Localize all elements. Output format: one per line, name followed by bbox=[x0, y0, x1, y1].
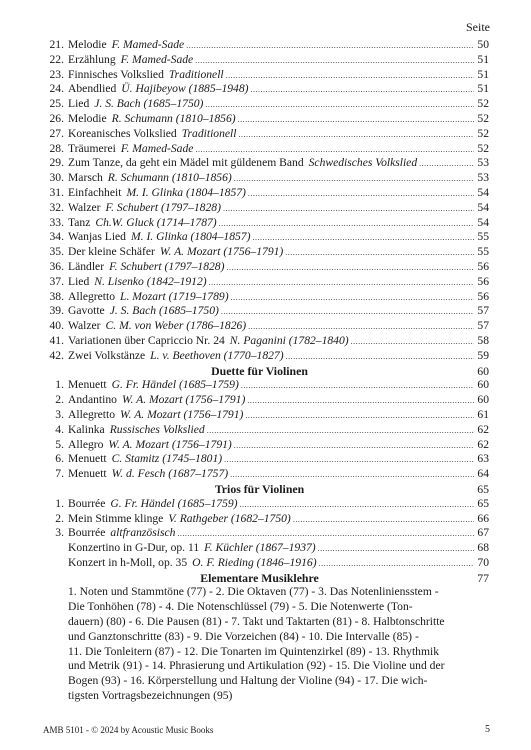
dot-leader bbox=[234, 438, 474, 454]
entry-number: 27. bbox=[49, 126, 64, 140]
dot-leader bbox=[318, 541, 474, 557]
toc-entry bbox=[44, 201, 489, 216]
entry-composer: W. d. Fesch (1687–1757) bbox=[111, 467, 229, 481]
dot-leader bbox=[293, 512, 474, 528]
entry-number: 39. bbox=[49, 304, 64, 318]
section-page: 65 bbox=[477, 481, 489, 496]
entry-page: 53 bbox=[477, 171, 489, 185]
toc-entry bbox=[44, 275, 489, 290]
toc-entry bbox=[44, 156, 489, 171]
table-of-contents bbox=[44, 38, 489, 704]
entry-number: 1. bbox=[55, 496, 64, 510]
musiklehre-contents bbox=[68, 585, 473, 703]
entry-composer: W. A. Mozart (1756–1791) bbox=[120, 407, 244, 421]
entry-number: 3. bbox=[55, 407, 64, 421]
entry-number: 1. bbox=[55, 378, 64, 392]
entry-page: 50 bbox=[477, 38, 489, 51]
entry-composer: N. Lisenko (1842–1912) bbox=[94, 274, 207, 288]
footer-page-number: 5 bbox=[485, 724, 490, 735]
entry-page: 70 bbox=[477, 555, 489, 569]
entry-composer: Traditionell bbox=[181, 126, 237, 140]
section-trios bbox=[44, 482, 489, 497]
entry-title: Melodie bbox=[68, 38, 107, 51]
entry-composer: W. A. Mozart (1756–1791) bbox=[121, 393, 246, 407]
toc-entry bbox=[44, 319, 489, 334]
entry-title: Einfachheit bbox=[68, 185, 122, 199]
entry-composer: G. Fr. Händel (1685–1759) bbox=[110, 496, 238, 510]
entry-page: 51 bbox=[477, 67, 489, 81]
entry-title: Variationen über Capriccio Nr. 24 bbox=[68, 333, 225, 347]
entry-page: 56 bbox=[477, 289, 489, 303]
entry-composer: F. Mamed-Sade bbox=[120, 52, 194, 66]
entry-number: 36. bbox=[49, 259, 64, 273]
dot-leader bbox=[245, 408, 474, 424]
toc-entry bbox=[44, 452, 489, 467]
entry-page: 64 bbox=[477, 467, 489, 481]
entry-number: 2. bbox=[55, 511, 64, 525]
musiklehre-line: 1. Noten und Stammtöne (77) - 2. Die Oktaven (77) - 3. Das Notenliniensstem - bbox=[68, 585, 439, 599]
toc-entry bbox=[44, 260, 489, 275]
entry-number: 2. bbox=[55, 393, 64, 407]
entry-title: Menuett bbox=[68, 452, 107, 466]
entry-title: Melodie bbox=[68, 111, 107, 125]
entry-number: 29. bbox=[49, 156, 64, 170]
entry-title: Walzer bbox=[68, 319, 101, 333]
toc-entry bbox=[44, 541, 489, 556]
entry-number: 40. bbox=[49, 319, 64, 333]
toc-entry bbox=[44, 216, 489, 231]
entry-composer: F. Schubert (1797–1828) bbox=[109, 259, 225, 273]
entry-page: 54 bbox=[477, 185, 489, 199]
entry-page: 52 bbox=[477, 111, 489, 125]
entry-title: Marsch bbox=[68, 171, 103, 185]
dot-leader bbox=[223, 201, 474, 217]
toc-entry bbox=[44, 423, 489, 438]
entry-title: Tanz bbox=[68, 215, 91, 229]
entry-composer: L. v. Beethoven (1770–1827) bbox=[150, 348, 284, 362]
entry-title: Allegretto bbox=[68, 289, 116, 303]
entry-page: 62 bbox=[477, 437, 489, 451]
entry-composer: F. Mamed-Sade bbox=[111, 38, 185, 51]
dot-leader bbox=[195, 53, 474, 69]
dot-leader bbox=[240, 497, 474, 513]
musiklehre-line: Bogen (93) - 16. Körperstellung und Haltung der Violine (94) - 17. Die wich- bbox=[68, 674, 428, 688]
entry-number: 32. bbox=[49, 200, 64, 214]
entry-composer: Schwedisches Volkslied bbox=[308, 156, 418, 170]
entry-title: Mein Stimme klinge bbox=[68, 511, 164, 525]
dot-leader bbox=[252, 230, 474, 246]
seite-label: Seite bbox=[466, 20, 490, 34]
toc-entry bbox=[44, 97, 489, 112]
dot-leader bbox=[224, 452, 474, 468]
entry-number: 3. bbox=[55, 526, 64, 540]
entry-title: Bourrée bbox=[68, 496, 106, 510]
entry-number: 31. bbox=[49, 185, 64, 199]
dot-leader bbox=[319, 556, 474, 572]
toc-entry bbox=[44, 186, 489, 201]
toc-entry bbox=[44, 349, 489, 364]
entry-number: 38. bbox=[49, 289, 64, 303]
entry-number: 26. bbox=[49, 111, 64, 125]
entry-title: Bourrée bbox=[68, 526, 106, 540]
toc-entry bbox=[44, 497, 489, 512]
toc-entry bbox=[44, 171, 489, 186]
section-title: Trios für Violinen bbox=[214, 481, 305, 496]
toc-entry bbox=[44, 82, 489, 97]
dot-leader bbox=[251, 82, 475, 98]
section-page: 60 bbox=[477, 363, 489, 378]
toc-entry bbox=[44, 556, 489, 571]
entry-page: 62 bbox=[477, 422, 489, 436]
toc-entry bbox=[44, 127, 489, 142]
dot-leader bbox=[226, 68, 474, 84]
dot-leader bbox=[205, 97, 474, 113]
musiklehre-line: tigsten Vortragsbezeichnungen (95) bbox=[68, 689, 233, 703]
entry-title: Allegro bbox=[68, 437, 104, 451]
entry-title: Zwei Volkstänze bbox=[68, 348, 146, 362]
toc-entry bbox=[44, 245, 489, 260]
entry-composer: Russisches Volkslied bbox=[109, 422, 205, 436]
entry-number: 6. bbox=[55, 452, 64, 466]
section-duette bbox=[44, 364, 489, 379]
entry-composer: C. M. von Weber (1786–1826) bbox=[105, 319, 247, 333]
musiklehre-line: dauern) (80) - 6. Die Pausen (81) - 7. Takt und Taktarten (81) - 8. Halbtonschritte bbox=[68, 615, 445, 629]
footer-copyright: AMB 5101 - © 2024 by Acoustic Music Books bbox=[43, 725, 214, 735]
dot-leader bbox=[207, 423, 474, 439]
entry-number: 41. bbox=[49, 333, 64, 347]
entry-page: 59 bbox=[477, 348, 489, 362]
entry-composer: L. Mozart (1719–1789) bbox=[120, 289, 229, 303]
entry-number: 5. bbox=[55, 437, 64, 451]
dot-leader bbox=[186, 38, 474, 54]
entry-title: Kalinka bbox=[68, 422, 105, 436]
entry-page: 56 bbox=[477, 259, 489, 273]
dot-leader bbox=[247, 393, 474, 409]
entry-page: 60 bbox=[477, 393, 489, 407]
entry-composer: G. Fr. Händel (1685–1759) bbox=[111, 378, 239, 392]
musiklehre-line: Die Tonhöhen (78) - 4. Die Notenschlüssel (79) - 5. Die Notenwerte (Ton- bbox=[68, 600, 413, 614]
dot-leader bbox=[234, 171, 474, 187]
entry-number: 25. bbox=[49, 97, 64, 111]
toc-entry bbox=[44, 526, 489, 541]
entry-title: Menuett bbox=[68, 378, 107, 392]
entry-number: 24. bbox=[49, 82, 64, 96]
entry-number: 34. bbox=[49, 230, 64, 244]
toc-entry bbox=[44, 408, 489, 423]
entry-page: 57 bbox=[477, 304, 489, 318]
dot-leader bbox=[221, 304, 474, 320]
entry-title: Andantino bbox=[68, 393, 117, 407]
section-title: Duette für Violinen bbox=[211, 363, 308, 378]
toc-entry bbox=[44, 512, 489, 527]
entry-number: 21. bbox=[49, 38, 64, 51]
entry-number: 23. bbox=[49, 67, 64, 81]
toc-entry bbox=[44, 68, 489, 83]
dot-leader bbox=[241, 378, 474, 394]
entry-composer: M. I. Glinka (1804–1857) bbox=[126, 185, 246, 199]
entry-page: 51 bbox=[477, 52, 489, 66]
entry-composer: Traditionell bbox=[168, 67, 224, 81]
entry-page: 52 bbox=[477, 126, 489, 140]
toc-entry bbox=[44, 438, 489, 453]
entry-page: 65 bbox=[477, 496, 489, 510]
entry-title: Allegretto bbox=[68, 407, 116, 421]
entry-number: 7. bbox=[55, 467, 64, 481]
toc-entry bbox=[44, 304, 489, 319]
entry-title: Träumerei bbox=[68, 141, 116, 155]
entry-page: 54 bbox=[477, 215, 489, 229]
section-page: 77 bbox=[477, 570, 489, 585]
toc-entry bbox=[44, 378, 489, 393]
entry-title: Menuett bbox=[68, 467, 107, 481]
dot-leader bbox=[219, 216, 474, 232]
dot-leader bbox=[286, 349, 474, 365]
toc-entry bbox=[44, 38, 489, 53]
entry-title: Lied bbox=[68, 274, 90, 288]
dot-leader bbox=[351, 334, 474, 350]
entry-page: 61 bbox=[477, 407, 489, 421]
dot-leader bbox=[231, 290, 474, 306]
entry-number: 42. bbox=[49, 348, 64, 362]
entry-page: 67 bbox=[477, 526, 489, 540]
musiklehre-line: 11. Die Tonleitern (87) - 12. Die Tonarten im Quintenzirkel (89) - 13. Rhythmik bbox=[68, 644, 440, 658]
toc-entry bbox=[44, 393, 489, 408]
entry-composer: R. Schumann (1810–1856) bbox=[107, 171, 232, 185]
entry-page: 52 bbox=[477, 97, 489, 111]
dot-leader bbox=[248, 319, 474, 335]
entry-page: 51 bbox=[477, 82, 489, 96]
entry-composer: J. S. Bach (1685–1750) bbox=[94, 97, 204, 111]
entry-composer: F. Mamed-Sade bbox=[120, 141, 194, 155]
entry-page: 53 bbox=[477, 156, 489, 170]
entry-composer: F. Küchler (1867–1937) bbox=[204, 541, 316, 555]
entry-composer: J. S. Bach (1685–1750) bbox=[109, 304, 219, 318]
entry-composer: Ch.W. Gluck (1714–1787) bbox=[95, 215, 217, 229]
entry-title: Finnisches Volkslied bbox=[68, 67, 164, 81]
entry-composer: altfranzösisch bbox=[110, 526, 176, 540]
entry-composer: C. Stamitz (1745–1801) bbox=[111, 452, 223, 466]
entry-page: 55 bbox=[477, 245, 489, 259]
entry-title: Walzer bbox=[68, 200, 101, 214]
section-title: Elementare Musiklehre bbox=[200, 570, 319, 585]
entry-number: 22. bbox=[49, 52, 64, 66]
toc-entry bbox=[44, 334, 489, 349]
entry-title: Der kleine Schäfer bbox=[68, 245, 155, 259]
entry-composer: N. Paganini (1782–1840) bbox=[229, 333, 349, 347]
entry-title: Konzertino in G-Dur, op. 11 bbox=[68, 541, 200, 555]
entry-number: 33. bbox=[49, 215, 64, 229]
toc-entry bbox=[44, 230, 489, 245]
entry-composer: W. A. Mozart (1756–1791) bbox=[108, 437, 232, 451]
entry-title: Wanjas Lied bbox=[68, 230, 126, 244]
entry-page: 52 bbox=[477, 141, 489, 155]
entry-title: Abendlied bbox=[68, 82, 117, 96]
entry-page: 56 bbox=[477, 274, 489, 288]
toc-entry bbox=[44, 142, 489, 157]
musiklehre-line: und Ganztonschritte (83) - 9. Die Vorzeichen (84) - 10. Die Intervalle (85) - bbox=[68, 629, 419, 643]
dot-leader bbox=[230, 467, 474, 483]
entry-page: 60 bbox=[477, 378, 489, 392]
entry-number: 30. bbox=[49, 171, 64, 185]
entry-number: 28. bbox=[49, 141, 64, 155]
entry-number: 37. bbox=[49, 274, 64, 288]
dot-leader bbox=[177, 526, 474, 542]
entry-page: 63 bbox=[477, 452, 489, 466]
entry-composer: W. A. Mozart (1756–1791) bbox=[159, 245, 284, 259]
entry-title: Zum Tanze, da geht ein Mädel mit güldenem Band bbox=[68, 156, 304, 170]
entry-composer: V. Rathgeber (1682–1750) bbox=[168, 511, 291, 525]
entry-title: Erzählung bbox=[68, 52, 116, 66]
entry-page: 57 bbox=[477, 319, 489, 333]
toc-entry bbox=[44, 467, 489, 482]
entry-title: Konzert in h-Moll, op. 35 bbox=[68, 555, 188, 569]
toc-entry bbox=[44, 290, 489, 305]
entry-composer: M. I. Glinka (1804–1857) bbox=[130, 230, 251, 244]
entry-page: 66 bbox=[477, 511, 489, 525]
entry-number: 4. bbox=[55, 422, 64, 436]
toc-entry bbox=[44, 53, 489, 68]
entry-page: 54 bbox=[477, 200, 489, 214]
entry-page: 68 bbox=[477, 541, 489, 555]
dot-leader bbox=[209, 275, 474, 291]
toc-entry bbox=[44, 112, 489, 127]
entry-page: 55 bbox=[477, 230, 489, 244]
dot-leader bbox=[239, 127, 475, 143]
entry-title: Koreanisches Volkslied bbox=[68, 126, 177, 140]
entry-title: Ländler bbox=[68, 259, 105, 273]
entry-composer: O. F. Rieding (1846–1916) bbox=[192, 555, 317, 569]
entry-title: Gavotte bbox=[68, 304, 105, 318]
dot-leader bbox=[238, 112, 474, 128]
musiklehre-line: und Metrik (91) - 14. Phrasierung und Artikulation (92) - 15. Die Violine und der bbox=[68, 659, 445, 673]
dot-leader bbox=[226, 260, 474, 276]
entry-composer: R. Schumann (1810–1856) bbox=[111, 111, 236, 125]
entry-composer: Ü. Hajibeyow (1885–1948) bbox=[121, 82, 249, 96]
dot-leader bbox=[285, 245, 474, 261]
entry-composer: F. Schubert (1797–1828) bbox=[105, 200, 221, 214]
dot-leader bbox=[419, 156, 474, 172]
section-musiklehre bbox=[44, 571, 489, 586]
entry-title: Lied bbox=[68, 97, 90, 111]
entry-number: 35. bbox=[49, 245, 64, 259]
entry-page: 58 bbox=[477, 333, 489, 347]
dot-leader bbox=[195, 142, 474, 158]
dot-leader bbox=[248, 186, 474, 202]
